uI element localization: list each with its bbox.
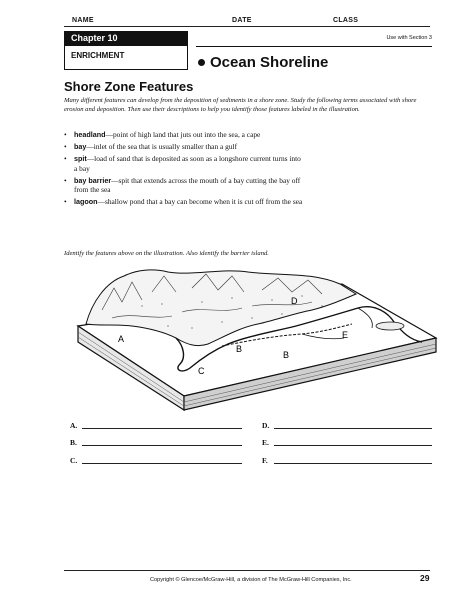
- use-with-section: Use with Section 3: [386, 35, 432, 41]
- answer-line-d[interactable]: [274, 428, 432, 429]
- term-name: lagoon: [74, 197, 98, 207]
- label-b: B: [236, 344, 243, 354]
- answer-line-a[interactable]: [82, 428, 242, 429]
- answer-line-c[interactable]: [82, 463, 242, 464]
- term-name: bay: [74, 141, 87, 151]
- date-label: DATE: [232, 17, 252, 24]
- term-item: [64, 130, 304, 140]
- enrichment-text: ENRICHMENT: [71, 51, 125, 60]
- label-e: E: [342, 330, 349, 340]
- term-definition: —load of sand that is deposited as soon as a longshore current turns into a bay: [74, 153, 301, 173]
- term-list: [64, 130, 304, 209]
- answer-label-b: B.: [70, 438, 77, 447]
- page-title: Ocean Shoreline: [210, 54, 329, 71]
- term-name: headland: [74, 130, 106, 139]
- term-name: bay barrier: [74, 175, 112, 185]
- header-rule: [64, 26, 430, 27]
- term-item: [64, 142, 304, 152]
- answer-line-e[interactable]: [274, 445, 432, 446]
- term-definition: —shallow pond that a bay can become when it is cut off from the sea: [97, 197, 303, 207]
- answer-label-e: E.: [262, 438, 269, 447]
- copyright: Copyright © Glencoe/McGraw-Hill, a division of The McGraw-Hill Companies, Inc.: [150, 577, 352, 583]
- class-label: CLASS: [333, 17, 359, 24]
- term-item: [64, 176, 304, 195]
- footer-rule: [64, 570, 430, 571]
- chapter-text: Chapter 10: [71, 33, 118, 43]
- answer-label-c: C.: [70, 456, 78, 465]
- intro-paragraph: Many different features can develop from the deposition of sediments in a shore zone. Study the following terms associated with shore erosion and deposition. Then use their descriptions to help you identify those features labeled in the illustration.: [64, 97, 417, 113]
- term-item: [64, 197, 304, 207]
- term-definition: —spit that extends across the mouth of a bay cutting the bay off from the sea: [74, 175, 301, 195]
- term-definition: —point of high land that juts out into the sea, a cape: [105, 130, 261, 139]
- answer-line-f[interactable]: [274, 463, 432, 464]
- term-item: [64, 154, 304, 173]
- bullet-icon: [198, 59, 205, 66]
- term-name: spit: [74, 153, 87, 163]
- enrichment-badge: [64, 45, 188, 70]
- label-d: D: [291, 296, 298, 306]
- answer-label-a: A.: [70, 421, 78, 430]
- answer-line-b[interactable]: [82, 445, 242, 446]
- section-title: Shore Zone Features: [64, 79, 194, 94]
- name-label: NAME: [72, 17, 94, 24]
- label-c: C: [198, 366, 205, 376]
- page-number: 29: [420, 573, 430, 583]
- term-definition: —inlet of the sea that is usually smaller than a gulf: [86, 141, 238, 151]
- barrier-island: [376, 322, 404, 330]
- chapter-badge: [64, 31, 188, 45]
- instructions: Identify the features above on the illustration. Also identify the barrier island.: [64, 250, 269, 257]
- label-b-second: B: [283, 350, 290, 360]
- answer-label-d: D.: [262, 421, 270, 430]
- shoreline-illustration: [72, 262, 444, 412]
- answer-label-f: F.: [262, 456, 268, 465]
- label-a: A: [118, 334, 125, 344]
